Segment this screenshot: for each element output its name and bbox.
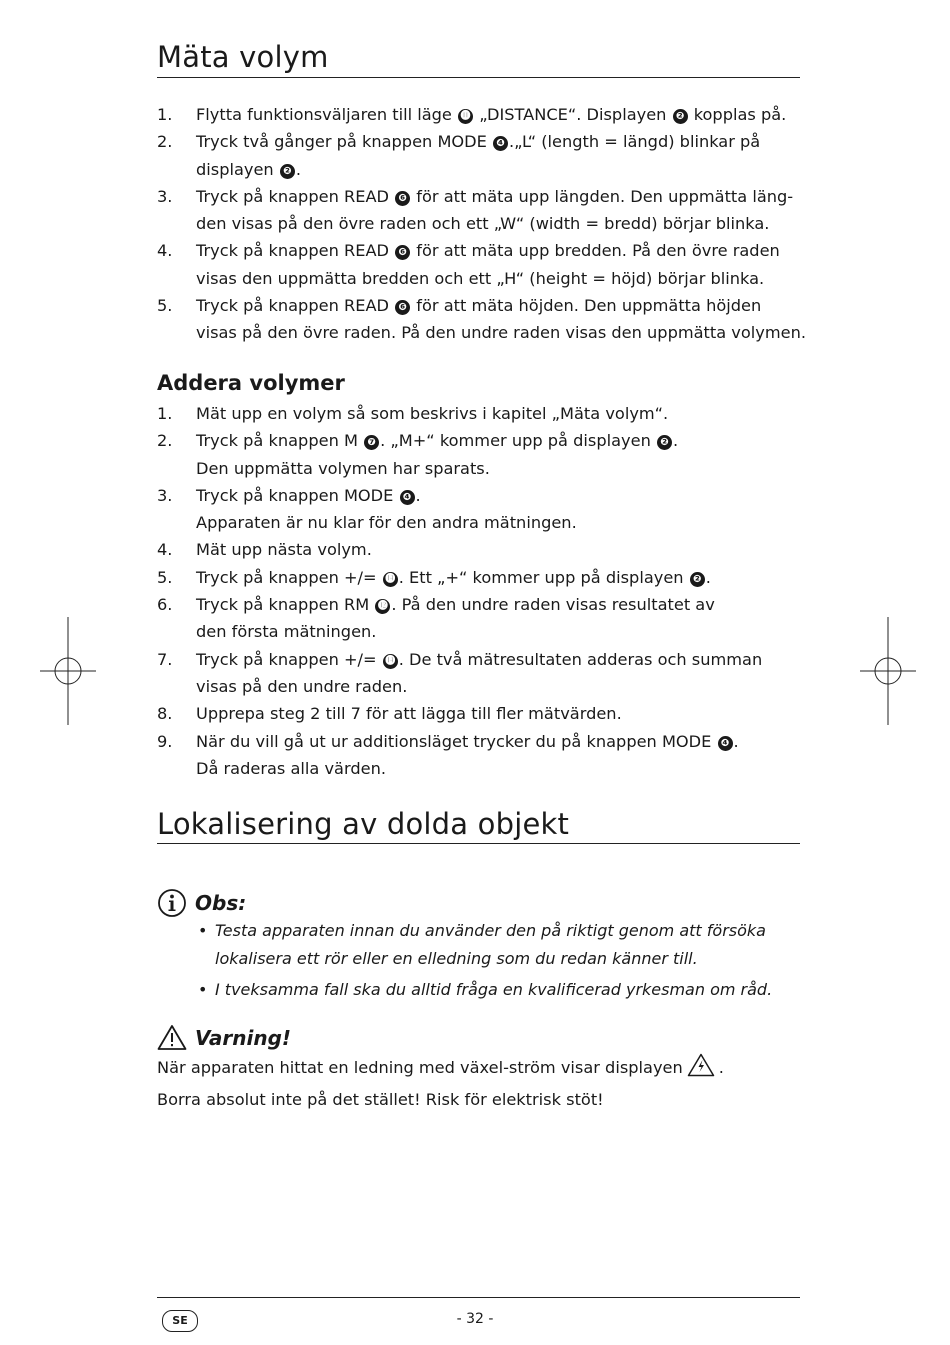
info-circle-icon (157, 888, 187, 918)
step-text: Tryck på knappen +/= (196, 567, 382, 587)
list-item (157, 700, 807, 727)
step-text: Den uppmätta volymen har sparats. (196, 458, 490, 478)
note-list (198, 917, 798, 1004)
step-number: 3. (157, 485, 173, 505)
list-item (157, 536, 807, 563)
warning-line-1-end: . (718, 1058, 724, 1077)
step-text: Tryck på knappen M (196, 431, 364, 451)
step-number: 1. (157, 105, 173, 124)
list-item (157, 482, 807, 537)
warning-heading (157, 1024, 291, 1051)
list-item (157, 101, 807, 128)
section-title-add-volumes: Addera volymer (157, 371, 345, 395)
warning-line-2: Borra absolut inte på det stället! Risk för elektrisk stöt! (157, 1089, 604, 1109)
add-volumes-steps (157, 400, 807, 782)
component-number-badge: ❻ (395, 300, 410, 315)
component-number-badge: ⓮ (383, 654, 398, 669)
step-number: 5. (157, 296, 173, 316)
step-text: Tryck på knappen MODE (196, 485, 399, 505)
step-text: . (295, 159, 301, 179)
component-number-badge: ❹ (718, 736, 733, 751)
step-text: Tryck två gånger på knappen MODE (196, 132, 492, 152)
component-number-badge: ❹ (493, 136, 508, 151)
step-number: 1. (157, 404, 173, 423)
step-text: Tryck på knappen READ (196, 186, 395, 206)
step-text: Tryck på knappen +/= (196, 649, 382, 669)
registration-mark-right-icon (860, 617, 916, 725)
step-text: Apparaten är nu klar för den andra mätningen. (196, 513, 577, 533)
title-divider (157, 843, 800, 844)
step-number: 7. (157, 649, 173, 669)
component-number-badge: ❷ (690, 572, 705, 587)
note-heading (157, 888, 246, 918)
note-item: • Testa apparaten innan du använder den på riktigt genom att försöka lokalisera ett rör eller en elledning som du redan känner till. (198, 921, 766, 968)
step-text: Tryck på knappen READ (196, 296, 395, 316)
step-text: . På den undre raden visas resultatet av (391, 595, 715, 615)
step-text: för att mäta höjden. Den uppmätta höjden visas på den övre raden. På den undre raden visas den uppmätta volymen. (196, 296, 806, 343)
list-item (157, 564, 807, 591)
list-item (157, 400, 807, 427)
list-item (157, 646, 807, 701)
step-number: 2. (157, 431, 173, 451)
note-item: • I tveksamma fall ska du alltid fråga en kvalificerad yrkesman om råd. (198, 980, 773, 999)
step-text: Upprepa steg 2 till 7 för att lägga till fler mätvärden. (196, 704, 622, 724)
component-number-badge: ❷ (280, 164, 295, 179)
list-item (157, 237, 807, 292)
language-badge: SE (162, 1310, 198, 1332)
step-number: 5. (157, 567, 173, 587)
component-number-badge: ⓬ (375, 599, 390, 614)
warning-line-1: När apparaten hittat en ledning med växel-ström visar displayen (157, 1058, 683, 1077)
component-number-badge: ⓮ (383, 572, 398, 587)
list-item (157, 728, 807, 783)
step-text: för att mäta upp bredden. På den övre raden visas den uppmätta bredden och ett „H“ (height = höjd) börjar blinka. (196, 241, 780, 288)
step-text: Mät upp nästa volym. (196, 540, 372, 560)
step-text: kopplas på. (688, 105, 787, 124)
step-number: 4. (157, 241, 173, 261)
step-text: den första mätningen. (196, 622, 377, 642)
warning-triangle-icon (157, 1024, 187, 1051)
component-number-badge: ❷ (673, 109, 688, 124)
section-title-locate-hidden-objects: Lokalisering av dolda objekt (157, 807, 570, 841)
step-text: Mät upp en volym så som beskrivs i kapitel „Mäta volym“. (196, 404, 669, 423)
component-number-badge: ❻ (395, 191, 410, 206)
warning-title: Varning! (195, 1025, 292, 1050)
step-text: När du vill gå ut ur additionsläget trycker du på knappen MODE (196, 731, 717, 751)
list-item (157, 183, 807, 238)
list-item (157, 128, 807, 183)
page-number: - 32 - (456, 1311, 494, 1327)
warning-text (157, 1053, 807, 1113)
note-title: Obs: (195, 891, 247, 915)
list-item (157, 427, 807, 482)
step-text: . „M+“ kommer upp på displayen (380, 431, 656, 451)
step-text: Flytta funktionsväljaren till läge (196, 105, 458, 124)
section-title-measure-volume: Mäta volym (157, 40, 329, 74)
component-number-badge: ❷ (657, 435, 672, 450)
measure-volume-steps (157, 101, 807, 347)
component-number-badge: ❼ (364, 435, 379, 450)
step-text: . (733, 731, 739, 751)
step-text: .„L“ (length = längd) blinkar på displayen (196, 132, 761, 179)
step-text: . (415, 485, 421, 505)
step-text: för att mäta upp längden. Den uppmätta läng-den visas på den övre raden och ett „W“ (width = bredd) börjar blinka. (196, 186, 794, 234)
step-number: 9. (157, 731, 173, 751)
step-text: „DISTANCE“. Displayen (474, 105, 672, 124)
component-number-badge: ❻ (395, 245, 410, 260)
warning-triangle-icon (687, 1053, 715, 1077)
step-number: 2. (157, 132, 173, 152)
step-number: 8. (157, 704, 173, 724)
step-text: . De två mätresultaten adderas och summan (398, 649, 763, 669)
step-number: 6. (157, 595, 173, 615)
step-text: visas på den undre raden. (196, 676, 408, 696)
component-number-badge: ❹ (400, 490, 415, 505)
component-number-badge: ⓫ (458, 109, 473, 124)
step-text: . Ett „+“ kommer upp på displayen (398, 567, 689, 587)
title-divider (157, 77, 800, 78)
step-text: Då raderas alla värden. (196, 758, 386, 778)
step-text: . (672, 431, 679, 451)
step-text: Tryck på knappen RM (196, 595, 375, 615)
step-number: 3. (157, 186, 173, 206)
list-item (157, 591, 807, 646)
step-text: Tryck på knappen READ (196, 241, 395, 261)
step-number: 4. (157, 540, 173, 560)
list-item (157, 292, 807, 347)
step-text: . (705, 567, 711, 587)
footer-divider (157, 1297, 800, 1298)
registration-mark-left-icon (40, 617, 96, 725)
